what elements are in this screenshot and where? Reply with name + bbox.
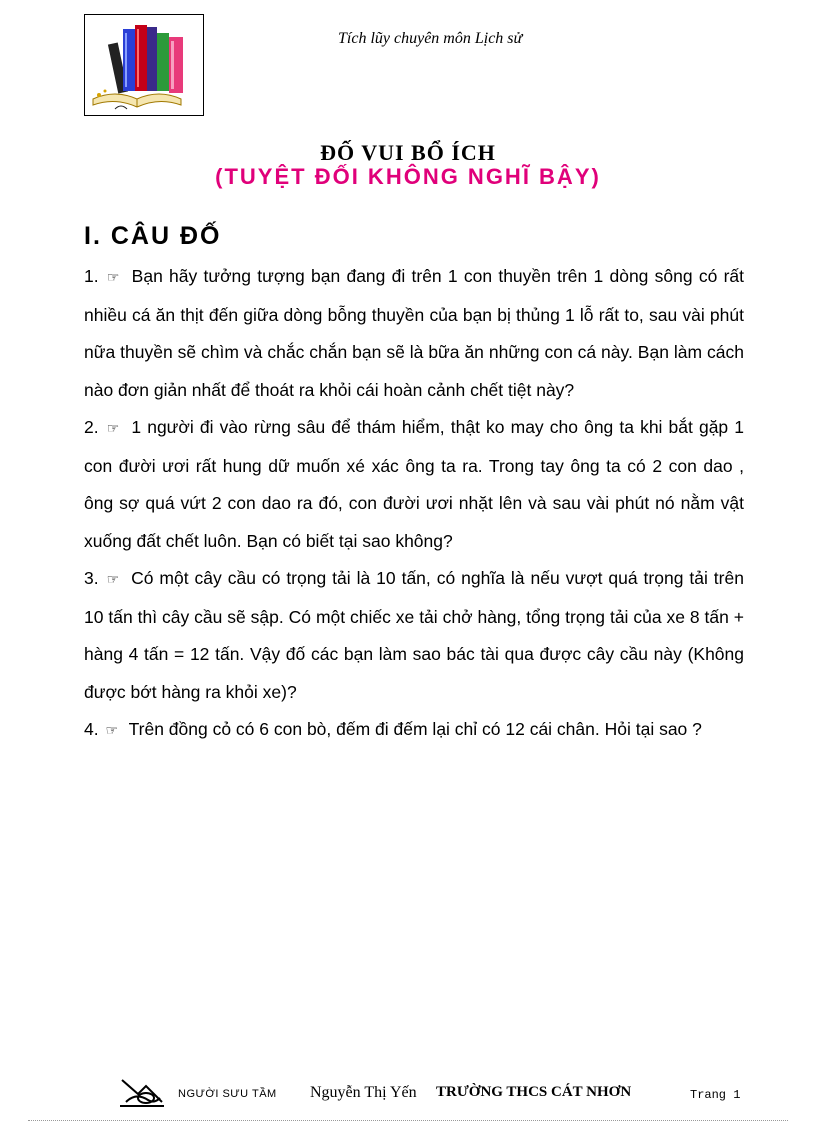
question-text: Bạn hãy tưởng tượng bạn đang đi trên 1 con thuyền trên 1 dòng sông có rất nhiều cá ăn thịt đến giữa dòng bỗng thuyền của bạn bị thủng 1 lỗ rất to, sau vài phút nữa thuyền sẽ chìm và chắc chắn bạn sẽ là bữa ăn những con cá này. Bạn làm cách nào đơn giản nhất để thoát ra khỏi cái hoàn cảnh chết tiệt này? xyxy=(84,266,744,400)
school-name: TRƯỜNG THCS CÁT NHƠN xyxy=(436,1084,632,1100)
question-text: 1 người đi vào rừng sâu để thám hiểm, thật ko may cho ông ta khi bắt gặp 1 con đười ươi rất hung dữ muốn xé xác ông ta ra. Trong tay ông ta có 2 con dao , ông sợ quá vứt 2 con dao ra đó, con đười ươi nhặt lên và sau vài phút nó nằm vật xuống đất chết luôn. Bạn có biết tại sao không? xyxy=(84,417,744,551)
question-text: Trên đồng cỏ có 6 con bò, đếm đi đếm lại chỉ có 12 cái chân. Hỏi tại sao ? xyxy=(128,719,702,739)
question-number: 2. xyxy=(84,417,99,437)
question-number: 3. xyxy=(84,568,99,588)
question-item xyxy=(84,409,744,560)
questions-list xyxy=(84,258,744,750)
writing-hand-icon xyxy=(118,1072,166,1112)
question-text: Có một cây cầu có trọng tải là 10 tấn, có nghĩa là nếu vượt quá trọng tải trên 10 tấn thì cây cầu sẽ sập. Có một chiếc xe tải chở hàng, tổng trọng tải của xe 8 tấn + hàng 4 tấn = 12 tấn. Vậy đố các bạn làm sao bác tài qua được cây cầu này (Không được bớt hàng ra khỏi xe)? xyxy=(84,568,744,702)
question-number: 4. xyxy=(84,719,99,739)
pointing-hand-icon: ☞ xyxy=(106,269,120,285)
header-logo xyxy=(84,14,204,116)
question-item xyxy=(84,711,744,750)
pointing-hand-icon: ☞ xyxy=(105,722,119,738)
pointing-hand-icon: ☞ xyxy=(106,571,120,587)
pointing-hand-icon: ☞ xyxy=(106,420,120,436)
page-number: Trang 1 xyxy=(690,1088,741,1102)
section-heading: I. CÂU ĐỐ xyxy=(84,222,222,250)
page-bottom-divider xyxy=(28,1120,788,1121)
page-title: ĐỐ VUI BỔ ÍCH xyxy=(320,140,496,165)
books-icon xyxy=(85,15,204,116)
header-title: Tích lũy chuyên môn Lịch sử xyxy=(338,30,523,47)
question-number: 1. xyxy=(84,266,99,286)
page-subtitle: (TUYỆT ĐỐI KHÔNG NGHĨ BẬY) xyxy=(215,164,601,189)
author-name: Nguyễn Thị Yến xyxy=(310,1084,417,1101)
question-item xyxy=(84,560,744,711)
page-footer xyxy=(118,1084,758,1114)
question-item xyxy=(84,258,744,409)
collector-label: NGƯỜI SƯU TẦM xyxy=(178,1088,277,1100)
